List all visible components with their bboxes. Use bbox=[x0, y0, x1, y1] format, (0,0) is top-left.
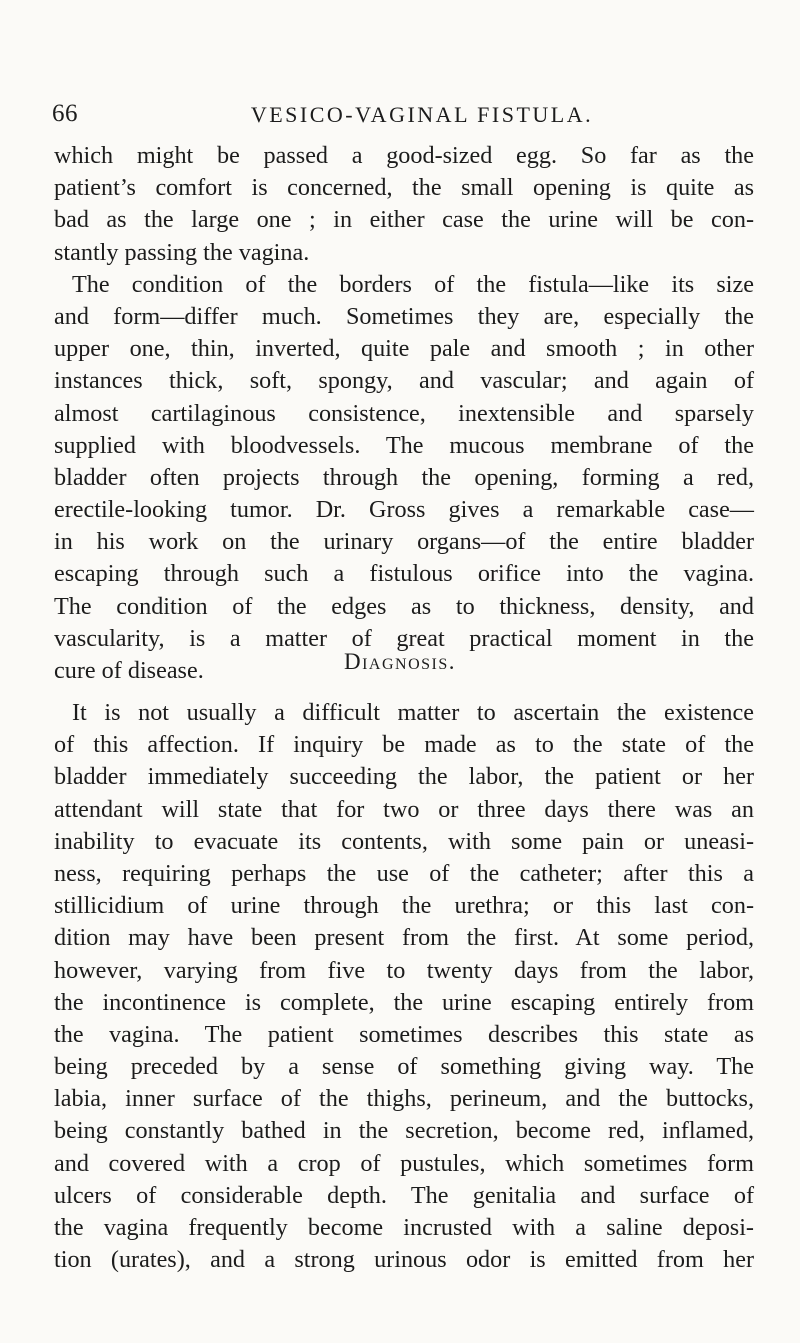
text-line: vascularity, is a matter of great practical moment in the bbox=[54, 624, 754, 652]
text-line: the incontinence is complete, the urine escaping entirely from bbox=[54, 988, 754, 1016]
text-line: of this affection. If inquiry be made as to the state of the bbox=[54, 731, 754, 759]
text-line: dition may have been present from the first. At some period, bbox=[54, 924, 754, 952]
section-heading: Diagnosis. bbox=[343, 649, 457, 674]
text-line: patient’s comfort is concerned, the small opening is quite as bbox=[54, 174, 754, 202]
body-paragraphs-diagnosis bbox=[54, 697, 754, 1276]
text-line: tion (urates), and a strong urinous odor is emitted from her bbox=[54, 1246, 754, 1274]
text-line: bladder immediately succeeding the labor, the patient or her bbox=[54, 763, 754, 791]
text-line: upper one, thin, inverted, quite pale and smooth ; in other bbox=[54, 335, 754, 363]
text-line: the vagina frequently become incrusted with a saline deposi- bbox=[54, 1214, 754, 1241]
text-line: and form—differ much. Sometimes they are, especially the bbox=[54, 302, 754, 330]
text-line: labia, inner surface of the thighs, perineum, and the buttocks, bbox=[54, 1085, 754, 1113]
text-line: bladder often projects through the opening, forming a red, bbox=[54, 463, 754, 491]
text-line: It is not usually a difficult matter to ascertain the existence bbox=[72, 699, 754, 726]
text-line: The condition of the edges as to thickness, density, and bbox=[54, 592, 754, 620]
text-line: in his work on the urinary organs—of the entire bladder bbox=[54, 528, 754, 556]
text-line: stillicidium of urine through the urethra; or this last con- bbox=[54, 892, 754, 920]
text-line: being preceded by a sense of something giving way. The bbox=[54, 1053, 754, 1081]
text-line: supplied with bloodvessels. The mucous membrane of the bbox=[54, 431, 754, 459]
text-line: which might be passed a good-sized egg. So far as the bbox=[54, 142, 754, 169]
text-line: however, varying from five to twenty days from the labor, bbox=[54, 956, 754, 984]
text-line: instances thick, soft, spongy, and vascular; and again of bbox=[54, 367, 754, 395]
text-line: and covered with a crop of pustules, which sometimes form bbox=[54, 1149, 754, 1177]
text-line: attendant will state that for two or three days there was an bbox=[54, 795, 754, 823]
page-number: 66 bbox=[52, 100, 78, 127]
text-line: being constantly bathed in the secretion, become red, inflamed, bbox=[54, 1117, 754, 1145]
text-line: almost cartilaginous consistence, inextensible and sparsely bbox=[54, 399, 754, 427]
text-line: ulcers of considerable depth. The genitalia and surface of bbox=[54, 1181, 754, 1209]
text-line: cure of disease. bbox=[54, 657, 204, 684]
text-line: stantly passing the vagina. bbox=[54, 238, 310, 266]
text-line: ness, requiring perhaps the use of the catheter; after this a bbox=[54, 859, 754, 887]
body-paragraphs-top bbox=[54, 140, 754, 687]
text-line: inability to evacuate its contents, with some pain or uneasi- bbox=[54, 827, 754, 855]
text-line: erectile-looking tumor. Dr. Gross gives a remarkable case— bbox=[54, 496, 754, 524]
text-line: the vagina. The patient sometimes describes this state as bbox=[54, 1020, 754, 1048]
text-line: The condition of the borders of the fistula—like its size bbox=[72, 270, 754, 298]
text-line: escaping through such a fistulous orifice into the vagina. bbox=[54, 560, 754, 588]
page-header bbox=[52, 100, 752, 136]
text-line: bad as the large one ; in either case the urine will be con- bbox=[54, 206, 754, 234]
running-title: VESICO-VAGINAL FISTULA. bbox=[250, 102, 594, 127]
